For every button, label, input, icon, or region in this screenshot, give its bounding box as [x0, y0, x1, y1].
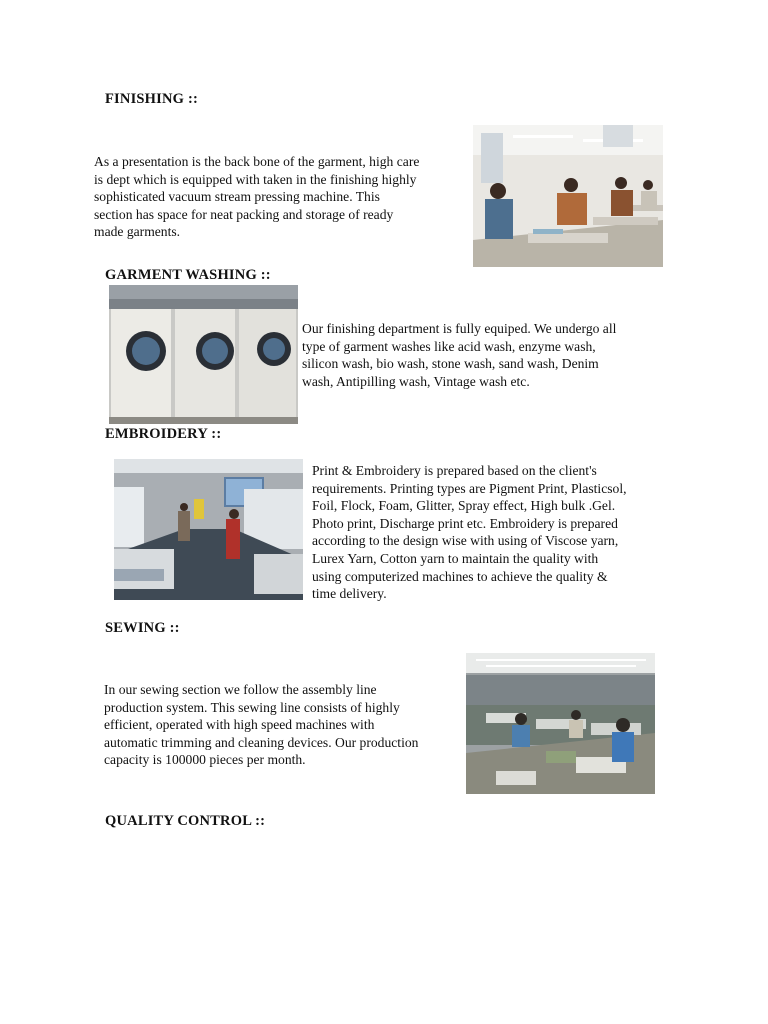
finishing-heading: FINISHING :: [105, 91, 199, 107]
text-line: section has space for neat packing and storage of ready [94, 206, 394, 222]
text-line: silicon wash, bio wash, stone wash, sand wash, Denim [302, 356, 599, 372]
garment-washing-paragraph [302, 320, 672, 390]
text-line: made garments. [94, 224, 181, 240]
garment-washing-photo [109, 285, 298, 424]
finishing-photo [473, 125, 663, 267]
text-line: time delivery. [312, 586, 387, 602]
text-line: capacity is 100000 pieces per month. [104, 752, 306, 768]
text-line: Foil, Flock, Foam, Glitter, Spray effect, High bulk .Gel. [312, 498, 616, 514]
embroidery-photo [114, 459, 303, 600]
sewing-paragraph [104, 681, 464, 769]
sewing-photo [466, 653, 655, 794]
text-line: wash, Antipilling wash, Vintage wash etc. [302, 373, 530, 389]
text-line: production system. This sewing line consists of highly [104, 699, 400, 715]
text-line: efficient, operated with high speed machines with [104, 717, 375, 733]
text-line: using computerized machines to achieve the quality & [312, 568, 608, 584]
finishing-paragraph [94, 153, 464, 241]
text-line: Print & Embroidery is prepared based on the client's [312, 463, 597, 478]
text-line: Our finishing department is fully equiped. We undergo all [302, 321, 617, 336]
embroidery-heading: EMBROIDERY :: [105, 426, 222, 442]
quality-control-heading: QUALITY CONTROL :: [105, 813, 266, 829]
text-line: sophisticated vacuum stream pressing machine. This [94, 189, 380, 205]
embroidery-paragraph [312, 462, 682, 603]
text-line: In our sewing section we follow the assembly line [104, 682, 377, 697]
text-line: Lurex Yarn, Cotton yarn to maintain the quality with [312, 550, 599, 566]
garment-washing-heading: GARMENT WASHING :: [105, 267, 271, 283]
text-line: type of garment washes like acid wash, enzyme wash, [302, 338, 596, 354]
text-line: is dept which is equipped with taken in the finishing highly [94, 171, 417, 187]
text-line: according to the design wise with using of Viscose yarn, [312, 533, 619, 549]
text-line: Photo print, Discharge print etc. Embroidery is prepared [312, 515, 618, 531]
text-line: automatic trimming and cleaning devices. Our production [104, 734, 419, 750]
text-line: requirements. Printing types are Pigment Print, Plasticsol, [312, 480, 627, 496]
text-line: As a presentation is the back bone of the garment, high care [94, 154, 420, 169]
sewing-heading: SEWING :: [105, 620, 180, 636]
